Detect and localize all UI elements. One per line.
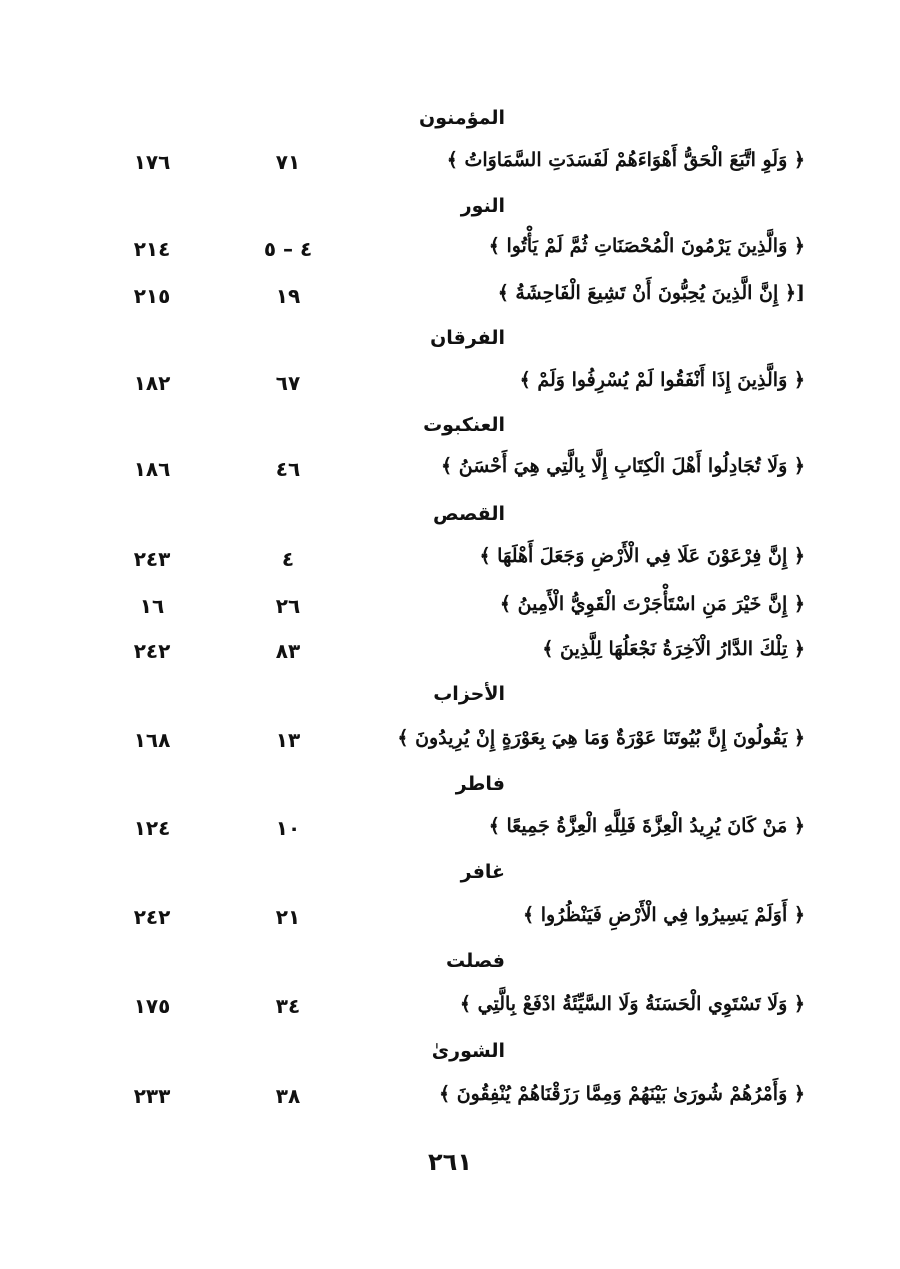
ayah-text: ﴿ وَلَوِ اتَّبَعَ الْحَقُّ أَهْوَاءَهُمْ لَفَسَدَتِ السَّمَاوَاتُ ﴾ <box>446 149 805 171</box>
surah-heading: غافر <box>460 861 505 883</box>
page-reference: ٢٤٣ <box>133 547 171 571</box>
ayah-text: ﴿ يَقُولُونَ إِنَّ بُيُوتَنَا عَوْرَةٌ وَمَا هِيَ بِعَوْرَةٍ إِنْ يُرِيدُونَ ﴾ <box>397 727 805 749</box>
page-reference: ٢٣٣ <box>133 1084 171 1108</box>
surah-heading: الأحزاب <box>433 683 505 705</box>
ayah-text: ﴿ وَلَا تَسْتَوِي الْحَسَنَةُ وَلَا السَّيِّئَةُ ادْفَعْ بِالَّتِي ﴾ <box>459 993 805 1015</box>
page-number: ٢٦١ <box>428 1148 472 1176</box>
verse-number: ٣٤ <box>275 994 301 1018</box>
page-reference: ٢١٤ <box>133 237 171 261</box>
page-reference: ١٦٨ <box>133 728 171 752</box>
verse-number: ١٩ <box>275 284 301 308</box>
verse-number: ٧١ <box>275 150 301 174</box>
page-reference: ١٨٦ <box>133 457 171 481</box>
surah-heading: القصص <box>433 503 505 525</box>
verse-number: ٣٨ <box>275 1084 301 1108</box>
page-reference: ١٧٦ <box>133 150 171 174</box>
page-reference: ٢٤٢ <box>133 905 171 929</box>
surah-heading: الشورىٰ <box>431 1040 505 1062</box>
verse-number: ١٠ <box>275 816 301 840</box>
ayah-text: ﴿ تِلْكَ الدَّارُ الْآخِرَةُ نَجْعَلُهَا لِلَّذِينَ ﴾ <box>542 638 805 660</box>
page-reference: ١٧٥ <box>133 994 171 1018</box>
page-reference: ٢١٥ <box>133 284 171 308</box>
surah-heading: المؤمنون <box>419 107 505 129</box>
page-reference: ١٨٢ <box>133 371 171 395</box>
page-reference: ١٦ <box>139 594 165 618</box>
verse-number: ٢٦ <box>275 594 301 618</box>
ayah-text: ﴿ وَلَا تُجَادِلُوا أَهْلَ الْكِتَابِ إِلَّا بِالَّتِي هِيَ أَحْسَنُ ﴾ <box>441 455 805 477</box>
ayah-text: ﴿ وَالَّذِينَ يَرْمُونَ الْمُحْصَنَاتِ ثُمَّ لَمْ يَأْتُوا ﴾ <box>488 235 805 257</box>
ayah-text: [﴿ إِنَّ الَّذِينَ يُحِبُّونَ أَنْ تَشِيعَ الْفَاحِشَةُ ﴾ <box>497 282 805 304</box>
ayah-text: ﴿ إِنَّ خَيْرَ مَنِ اسْتَأْجَرْتَ الْقَوِيُّ الْأَمِينُ ﴾ <box>499 593 805 615</box>
verse-number: ٢١ <box>275 905 301 929</box>
verse-number: ٦٧ <box>275 371 301 395</box>
ayah-text: ﴿ مَنْ كَانَ يُرِيدُ الْعِزَّةَ فَلِلَّهِ الْعِزَّةُ جَمِيعًا ﴾ <box>488 815 805 837</box>
surah-heading: النور <box>460 195 505 217</box>
page-reference: ١٢٤ <box>133 816 171 840</box>
verse-number: ٤ <box>281 547 295 571</box>
page-reference: ٢٤٢ <box>133 639 171 663</box>
surah-heading: فاطر <box>455 773 505 795</box>
ayah-text: ﴿ وَالَّذِينَ إِذَا أَنْفَقُوا لَمْ يُسْرِفُوا وَلَمْ ﴾ <box>519 369 805 391</box>
surah-heading: الفرقان <box>430 327 505 349</box>
verse-number: ٤٦ <box>275 457 301 481</box>
ayah-text: ﴿ أَوَلَمْ يَسِيرُوا فِي الْأَرْضِ فَيَنْظُرُوا ﴾ <box>522 904 805 926</box>
ayah-text: ﴿ وَأَمْرُهُمْ شُورَىٰ بَيْنَهُمْ وَمِمَّا رَزَقْنَاهُمْ يُنْفِقُونَ ﴾ <box>438 1083 805 1105</box>
verse-number: ٨٣ <box>275 639 301 663</box>
surah-heading: فصلت <box>445 950 505 972</box>
surah-heading: العنكبوت <box>423 414 505 436</box>
verse-number: ١٣ <box>275 728 301 752</box>
ayah-text: ﴿ إِنَّ فِرْعَوْنَ عَلَا فِي الْأَرْضِ وَجَعَلَ أَهْلَهَا ﴾ <box>479 545 805 567</box>
verse-number: ٤ – ٥ <box>263 237 313 261</box>
